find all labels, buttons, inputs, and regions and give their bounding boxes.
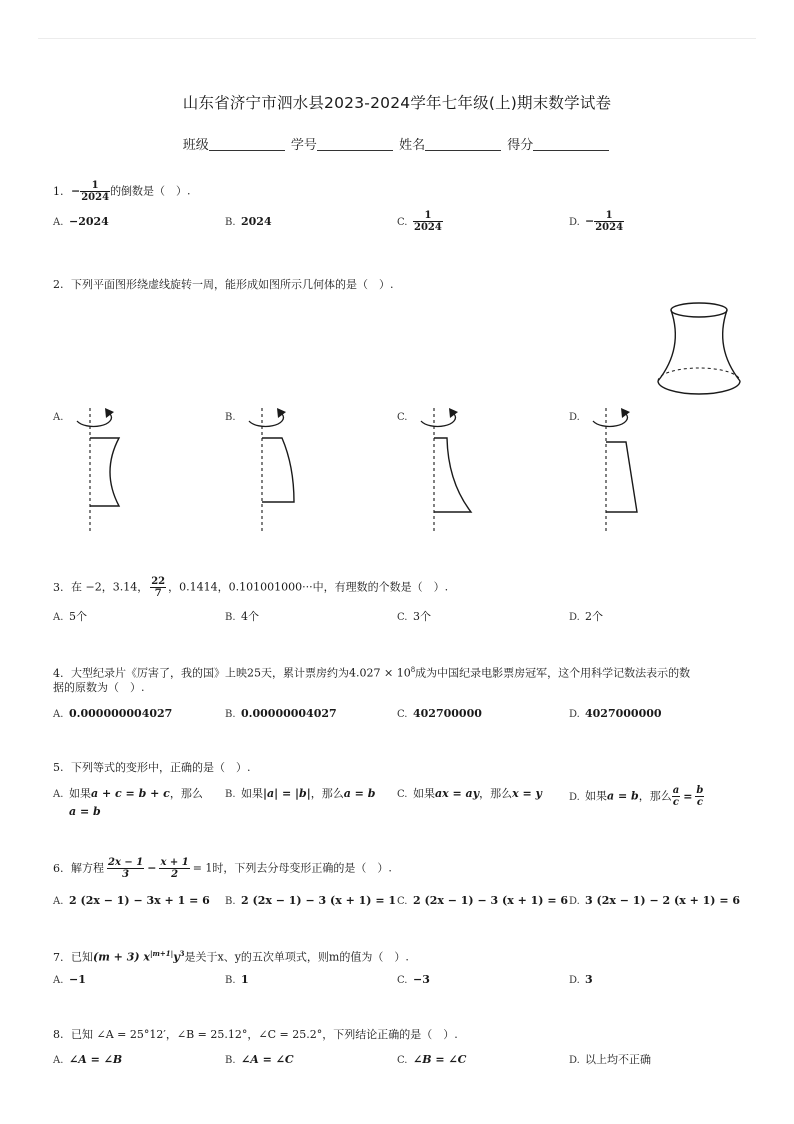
question-7: 7. 已知(m + 3) $x^{|m+1|}y^3$是关于x、y的五次单项式，则m的值为（ ）. — [53, 949, 409, 964]
score-blank[interactable] — [533, 137, 609, 151]
q7-option-c[interactable]: C. −3 — [397, 973, 430, 986]
q6-option-b[interactable]: B. 2 (2x − 1) − 3 (x + 1) = 1 — [225, 894, 397, 907]
q1-option-d[interactable]: D. − $\frac{1}{2024}$ — [569, 210, 624, 233]
q6-option-c[interactable]: C. 2 (2x − 1) − 3 (x + 1) = 6 — [397, 894, 569, 907]
q4-option-a[interactable]: A. 0.000000004027 — [53, 707, 173, 720]
q5-option-d[interactable]: D. 如果a = b，那么 $\frac{a}{c}$ = $\frac{b}{c}$ — [569, 785, 704, 808]
q7-option-a[interactable]: A. −1 — [53, 973, 86, 986]
q1-option-b[interactable]: B. 2024 — [225, 215, 272, 228]
q4-option-d[interactable]: D. 4027000000 — [569, 707, 662, 720]
q5-option-a[interactable]: A. 如果a + c = b + c，那么 — [53, 787, 203, 800]
q2-solid-figure — [650, 298, 750, 413]
question-6: 6. 解方程 $\frac{2x - 1}{3}$ − $\frac{x + 1}{2}$ = 1时，下列去分母变形正确的是（ ）. — [53, 857, 392, 880]
q3-option-c[interactable]: C. 3个 — [397, 610, 431, 623]
q3-option-b[interactable]: B. 4个 — [225, 610, 259, 623]
class-label: 班级 — [182, 138, 209, 153]
q8-option-c[interactable]: C. ∠B = ∠C — [397, 1053, 467, 1066]
id-label: 学号 — [290, 138, 317, 153]
question-5: 5. 下列等式的变形中，正确的是（ ）. — [53, 761, 251, 774]
q6-option-d[interactable]: D. 3 (2x − 1) − 2 (x + 1) = 6 — [569, 894, 741, 907]
q5-option-a-line-2[interactable]: a = b — [69, 805, 101, 818]
question-1: 1. − $\frac{1}{2024}$ 的倒数是（ ）. — [53, 180, 191, 203]
q2-option-c-label[interactable]: C. — [397, 412, 408, 423]
q2-option-c-shape[interactable] — [414, 402, 484, 542]
q3-option-a[interactable]: A. 5个 — [53, 610, 87, 623]
class-blank[interactable] — [209, 137, 285, 151]
q1-fraction: $\frac{1}{2024}$ — [81, 180, 110, 203]
question-4: 4. 大型纪录片《厉害了，我的国》上映25天，累计票房约为$4.027 \times 10^8$成为中国纪录电影票房冠军，这个用科学记数法表示的数 — [53, 666, 691, 680]
id-blank[interactable] — [317, 137, 393, 151]
q2-option-d-shape[interactable] — [586, 402, 656, 542]
q7-option-b[interactable]: B. 1 — [225, 973, 249, 986]
q5-option-b[interactable]: B. 如果|a| = |b|，那么a = b — [225, 787, 376, 800]
q6-option-a[interactable]: A. 2 (2x − 1) − 3x + 1 = 6 — [53, 894, 210, 907]
question-2: 2. 下列平面图形绕虚线旋转一周，能形成如图所示几何体的是（ ）. — [53, 278, 394, 291]
name-label: 姓名 — [399, 138, 426, 153]
question-8: 8. 已知 ∠A = 25°12′，∠B = 25.12°，∠C = 25.2°，下列结论正确的是（ ）. — [53, 1028, 458, 1041]
q1-option-c[interactable]: C. $\frac{1}{2024}$ — [397, 210, 442, 233]
top-divider — [38, 38, 756, 39]
q2-option-a-label[interactable]: A. — [53, 412, 64, 423]
q8-option-a[interactable]: A. ∠A = ∠B — [53, 1053, 123, 1066]
name-blank[interactable] — [425, 137, 501, 151]
q2-option-b-label[interactable]: B. — [225, 412, 236, 423]
q3-option-d[interactable]: D. 2个 — [569, 610, 603, 623]
student-info-line — [0, 134, 794, 153]
q7-option-d[interactable]: D. 3 — [569, 973, 593, 986]
q8-option-d[interactable]: D. 以上均不正确 — [569, 1053, 651, 1066]
q8-option-b[interactable]: B. ∠A = ∠C — [225, 1053, 294, 1066]
q2-option-b-shape[interactable] — [242, 402, 312, 542]
q2-option-a-shape[interactable] — [70, 402, 130, 542]
page-title: 山东省济宁市泗水县2023-2024学年七年级(上)期末数学试卷 — [182, 94, 612, 112]
q2-option-d-label[interactable]: D. — [569, 412, 580, 423]
score-label: 得分 — [507, 138, 534, 153]
q4-option-b[interactable]: B. 0.00000004027 — [225, 707, 337, 720]
question-4-line-2: 据的原数为（ ）. — [53, 681, 145, 694]
q1-option-a[interactable]: A. −2024 — [53, 215, 109, 228]
question-3: 3. 在 −2，3.14， $\frac{22}{7}$ ，0.1414，0.101001000···中，有理数的个数是（ ）. — [53, 576, 449, 599]
q4-option-c[interactable]: C. 402700000 — [397, 707, 482, 720]
q5-option-c[interactable]: C. 如果ax = ay，那么x = y — [397, 787, 542, 800]
